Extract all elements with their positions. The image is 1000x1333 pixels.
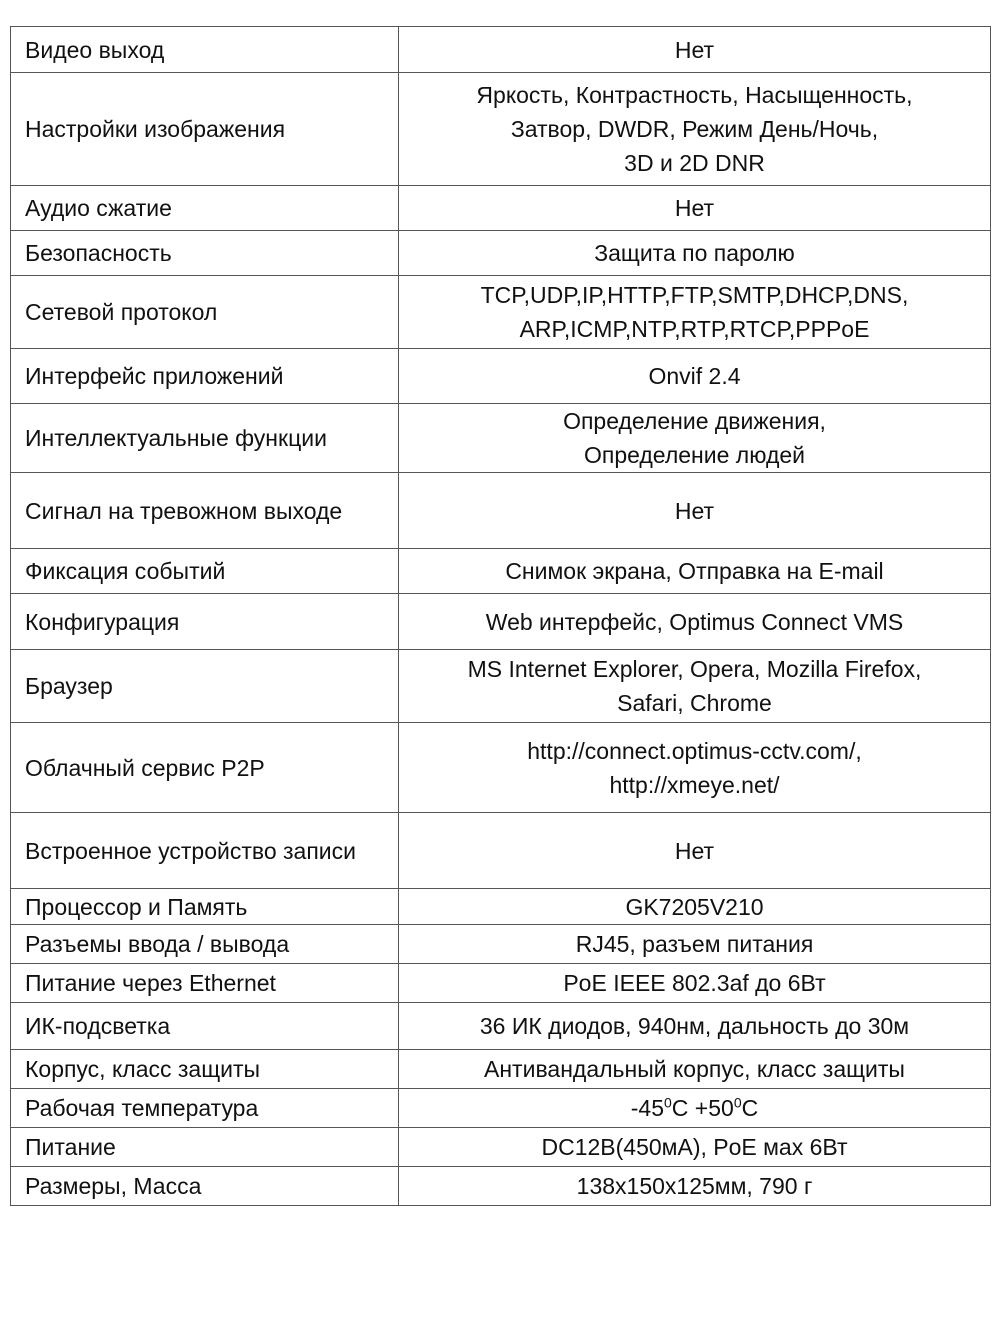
table-row xyxy=(11,473,991,549)
table-row xyxy=(11,404,991,473)
row-value: DC12В(450мА), PoE мах 6Вт xyxy=(399,1128,991,1167)
row-value: PoE IEEE 802.3af до 6Вт xyxy=(399,964,991,1003)
row-value xyxy=(399,1089,991,1128)
row-value: TCP,UDP,IP,HTTP,FTP,SMTP,DHCP,DNS, ARP,ICMP,NTP,RTP,RTCP,PPPoE xyxy=(399,276,991,349)
table-row xyxy=(11,650,991,723)
temp-max: C +50 xyxy=(671,1095,734,1121)
table-row xyxy=(11,231,991,276)
row-label: Интеллектуальные функции xyxy=(11,404,399,473)
table-row xyxy=(11,349,991,404)
row-value: Антивандальный корпус, класс защиты xyxy=(399,1050,991,1089)
row-value: Определение движения, Определение людей xyxy=(399,404,991,473)
temp-unit: C xyxy=(741,1095,759,1121)
table-row xyxy=(11,594,991,650)
row-label: Процессор и Память xyxy=(11,889,399,925)
row-value: Защита по паролю xyxy=(399,231,991,276)
row-value: 36 ИК диодов, 940нм, дальность до 30м xyxy=(399,1003,991,1050)
row-value: Нет xyxy=(399,473,991,549)
row-value: Яркость, Контрастность, Насыщенность, Затвор, DWDR, Режим День/Ночь, 3D и 2D DNR xyxy=(399,73,991,186)
table-row xyxy=(11,1003,991,1050)
table-row xyxy=(11,27,991,73)
degree-sup: 0 xyxy=(733,1094,742,1111)
row-value: Web интерфейс, Optimus Connect VMS xyxy=(399,594,991,650)
row-value: Нет xyxy=(399,813,991,889)
table-row xyxy=(11,889,991,925)
row-value: Нет xyxy=(399,186,991,231)
row-label: Конфигурация xyxy=(11,594,399,650)
table-row xyxy=(11,276,991,349)
row-label: Питание через Ethernet xyxy=(11,964,399,1003)
row-value: GK7205V210 xyxy=(399,889,991,925)
row-label: Безопасность xyxy=(11,231,399,276)
row-label: Видео выход xyxy=(11,27,399,73)
table-row xyxy=(11,925,991,964)
table-row xyxy=(11,1050,991,1089)
row-value: http://connect.optimus-cctv.com/, http://xmeye.net/ xyxy=(399,723,991,813)
temp-min: -45 xyxy=(630,1095,664,1121)
row-label: Размеры, Масса xyxy=(11,1167,399,1206)
row-value: Onvif 2.4 xyxy=(399,349,991,404)
table-row xyxy=(11,1089,991,1128)
table-row xyxy=(11,549,991,594)
table-row xyxy=(11,1167,991,1206)
row-value: RJ45, разъем питания xyxy=(399,925,991,964)
row-value: Снимок экрана, Отправка на E-mail xyxy=(399,549,991,594)
row-label: Рабочая температура xyxy=(11,1089,399,1128)
row-label: Сетевой протокол xyxy=(11,276,399,349)
row-label: Встроенное устройство записи xyxy=(11,813,399,889)
row-label: Разъемы ввода / вывода xyxy=(11,925,399,964)
table-row xyxy=(11,73,991,186)
spec-table xyxy=(10,26,991,1206)
row-label: Интерфейс приложений xyxy=(11,349,399,404)
row-value: MS Internet Explorer, Opera, Mozilla Firefox, Safari, Chrome xyxy=(399,650,991,723)
table-row xyxy=(11,186,991,231)
row-label: Сигнал на тревожном выходе xyxy=(11,473,399,549)
row-label: Корпус, класс защиты xyxy=(11,1050,399,1089)
table-row xyxy=(11,813,991,889)
row-label: Аудио сжатие xyxy=(11,186,399,231)
row-label: Питание xyxy=(11,1128,399,1167)
row-label: Фиксация событий xyxy=(11,549,399,594)
row-value: 138x150x125мм, 790 г xyxy=(399,1167,991,1206)
row-label: ИК-подсветка xyxy=(11,1003,399,1050)
row-label: Браузер xyxy=(11,650,399,723)
degree-sup: 0 xyxy=(664,1094,672,1111)
row-label: Облачный сервис P2P xyxy=(11,723,399,813)
table-row xyxy=(11,964,991,1003)
table-row xyxy=(11,723,991,813)
row-label: Настройки изображения xyxy=(11,73,399,186)
row-value: Нет xyxy=(399,27,991,73)
table-row xyxy=(11,1128,991,1167)
